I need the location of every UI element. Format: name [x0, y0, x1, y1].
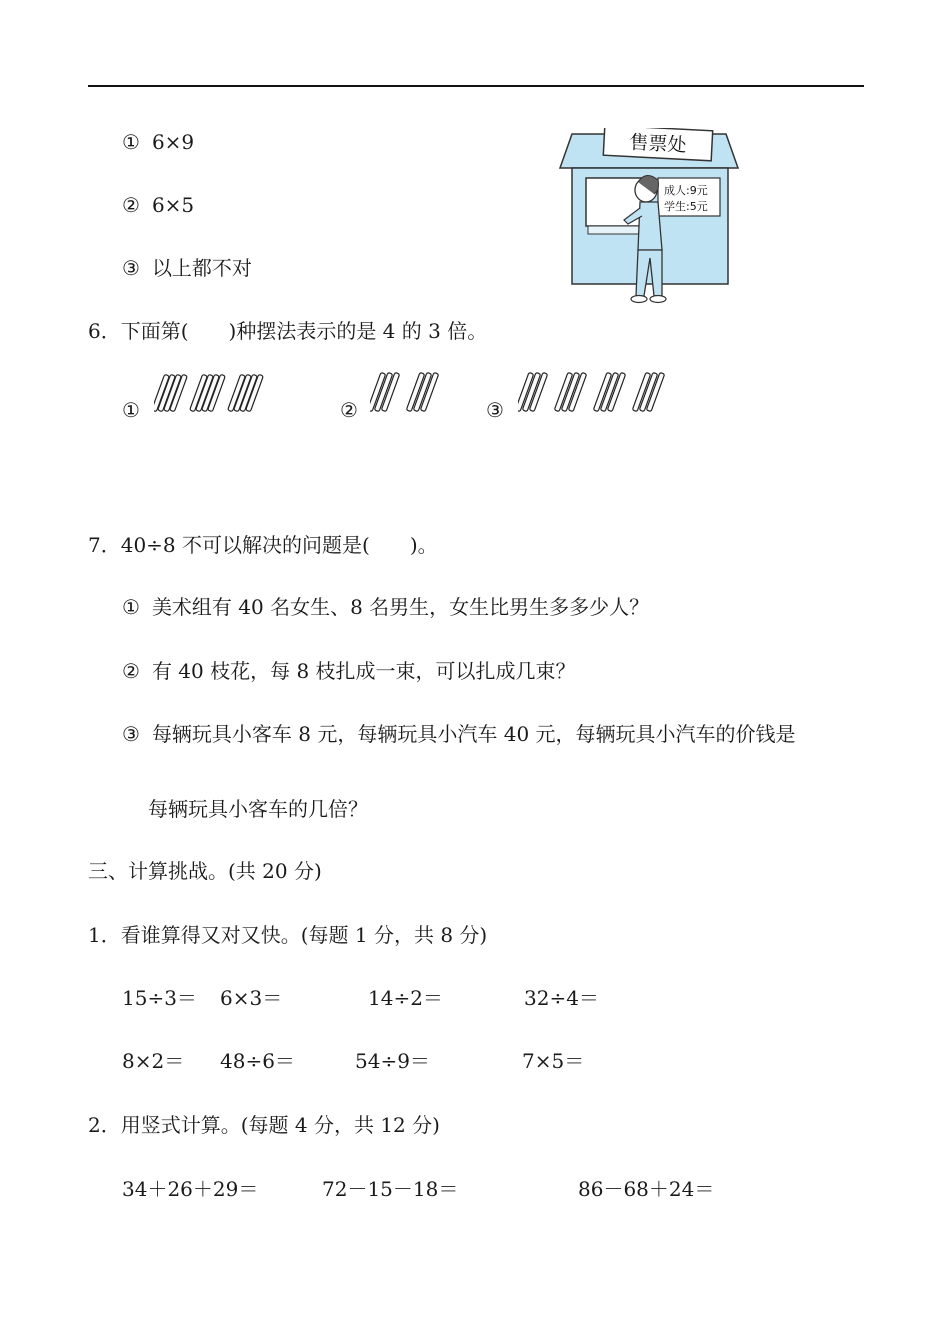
vertical-calc-item: 34＋26＋29＝ [122, 1177, 259, 1201]
q7-option-3-continued: 每辆玩具小客车的几倍？ [148, 797, 368, 821]
q6-sticks-2 [370, 370, 466, 416]
calc-item: 54÷9＝ [355, 1049, 430, 1073]
q5-option-1: ① 6×9 [122, 130, 195, 154]
q6-label-1: ① [122, 398, 140, 422]
q7-option-2: ② 有 40 枝花，每 8 枝扎成一束，可以扎成几束？ [122, 659, 576, 683]
calc-item: 8×2＝ [122, 1049, 185, 1073]
q7-option-1: ① 美术组有 40 名女生、8 名男生，女生比男生多多少人？ [122, 595, 650, 619]
calc-item: 14÷2＝ [368, 986, 443, 1010]
price-adult: 成人:9元 [664, 184, 708, 197]
q6-label-2: ② [340, 398, 358, 422]
q7-stem: 7．40÷8 不可以解决的问题是( )。 [88, 533, 438, 557]
vertical-calc-item: 86－68＋24＝ [578, 1177, 715, 1201]
q5-option-3: ③ 以上都不对 [122, 256, 252, 280]
calc-item: 15÷3＝ [122, 986, 197, 1010]
vertical-calc-item: 72－15－18＝ [322, 1177, 459, 1201]
price-student: 学生:5元 [664, 200, 708, 213]
top-rule [88, 85, 864, 87]
part-1-title: 1．看谁算得又对又快。(每题 1 分，共 8 分) [88, 923, 488, 947]
calc-item: 7×5＝ [522, 1049, 585, 1073]
q7-option-3: ③ 每辆玩具小客车 8 元，每辆玩具小汽车 40 元，每辆玩具小汽车的价钱是 [122, 722, 796, 746]
part-2-title: 2．用竖式计算。(每题 4 分，共 12 分) [88, 1113, 440, 1137]
ticket-booth-illustration [558, 128, 740, 308]
q5-option-2: ② 6×5 [122, 193, 195, 217]
q6-sticks-3 [518, 370, 700, 416]
booth-sign-text: 售票处 [628, 131, 687, 157]
calc-item: 48÷6＝ [220, 1049, 295, 1073]
section-3-title: 三、计算挑战。(共 20 分) [88, 859, 322, 883]
calc-item: 32÷4＝ [524, 986, 599, 1010]
q6-sticks-1 [154, 372, 314, 416]
calc-item: 6×3＝ [220, 986, 283, 1010]
q6-stem: 6．下面第( )种摆法表示的是 4 的 3 倍。 [88, 319, 488, 343]
q6-label-3: ③ [486, 398, 504, 422]
